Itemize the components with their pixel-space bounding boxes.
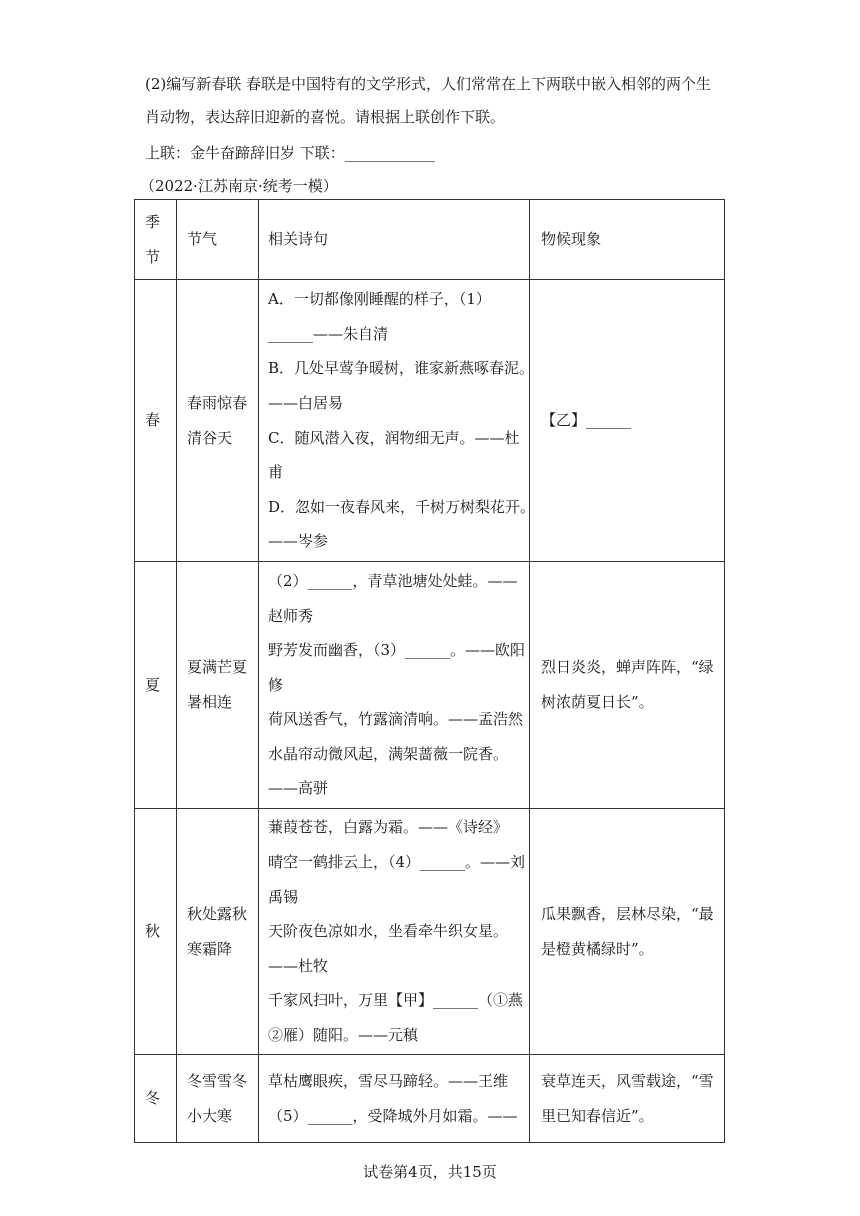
table-row-winter: [135, 1055, 725, 1143]
poems-cell: 蒹葭苍苍，白露为霜。——《诗经》 晴空一鹤排云上，（4）______。——刘 禹锡 天阶夜色凉如水，坐看牵牛织女星。 ——杜牧 千家风扫叶，万里【甲】______（①燕 ②雁）随阳。——元稹: [259, 809, 530, 1055]
solar-terms-cell: 秋处露秋 寒霜降: [177, 809, 259, 1055]
season-cell: 秋: [135, 809, 177, 1055]
season-cell: 夏: [135, 562, 177, 809]
solar-terms-cell: 夏满芒夏 暑相连: [177, 562, 259, 809]
table-row-autumn: [135, 809, 725, 1055]
solar-terms-cell: 春雨惊春 清谷天: [177, 280, 259, 562]
header-season: 季 节: [135, 200, 177, 280]
phenomenon-cell: [530, 280, 725, 562]
question-source: （2022·江苏南京·统考一模）: [140, 177, 338, 195]
phenomenon-cell: 烈日炎炎，蝉声阵阵，“绿 树浓荫夏日长”。: [530, 562, 725, 809]
season-cell: 冬: [135, 1055, 177, 1143]
page-footer: 试卷第4页，共15页: [363, 1163, 497, 1181]
intro-question-line-1: (2)编写新春联 春联是中国特有的文学形式，人们常常在上下两联中嵌入相邻的两个生: [145, 75, 712, 93]
table-row-spring: [135, 280, 725, 562]
header-poem: 相关诗句: [259, 200, 530, 280]
couplet-prompt: 上联：金牛奋蹄辞旧岁 下联：____________: [145, 144, 435, 162]
header-phenomenon: 物候现象: [530, 200, 725, 280]
seasons-table: [134, 199, 725, 1143]
solar-terms-cell: 冬雪雪冬 小大寒: [177, 1055, 259, 1143]
poems-cell: 草枯鹰眼疾，雪尽马蹄轻。——王维 （5）______，受降城外月如霜。——: [259, 1055, 530, 1143]
season-cell: 春: [135, 280, 177, 562]
intro-question-line-2: 肖动物，表达辞旧迎新的喜悦。请根据上联创作下联。: [145, 108, 506, 126]
table-header-row: [135, 200, 725, 280]
phenomenon-cell: 衰草连天，风雪载途，“雪 里已知春信近”。: [530, 1055, 725, 1143]
poems-cell: （2）______，青草池塘处处蛙。—— 赵师秀 野芳发而幽香，（3）______。——欧阳 修 荷风送香气，竹露滴清响。——孟浩然 水晶帘动微风起，满架蔷薇一院香。 ——高骈: [259, 562, 530, 809]
answer-blank-yi: 【乙】______: [541, 411, 632, 430]
header-term: 节气: [177, 200, 259, 280]
phenomenon-cell: 瓜果飘香，层林尽染，“最 是橙黄橘绿时”。: [530, 809, 725, 1055]
poems-cell: A．一切都像刚睡醒的样子，（1） ______——朱自清 B．几处早莺争暖树，谁家新燕啄春泥。 ——白居易 C．随风潜入夜，润物细无声。——杜 甫 D．忽如一夜春风来，千树万树梨花开。 ——岑参: [259, 280, 530, 562]
table-row-summer: [135, 562, 725, 809]
